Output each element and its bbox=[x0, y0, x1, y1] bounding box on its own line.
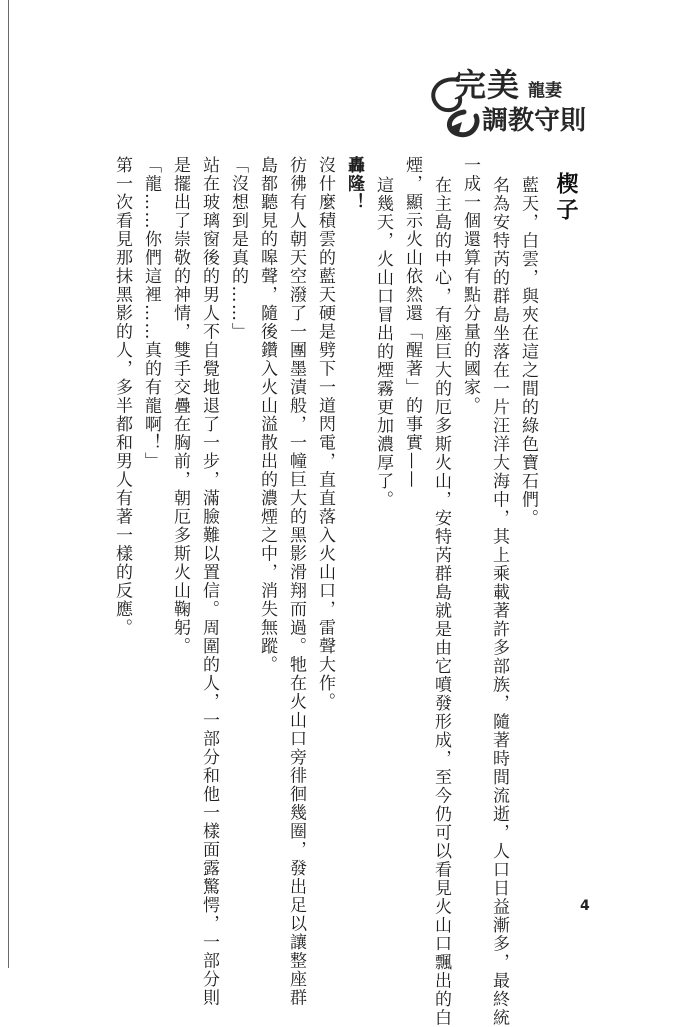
body-line: 一成一個還算有點分量的國家。 bbox=[460, 156, 480, 415]
title-sub: 調教守則 bbox=[482, 106, 587, 136]
body-line: 「龍……你們這裡……真的有龍啊！」 bbox=[141, 156, 161, 471]
body-line: 在主島的中心，有座巨大的厄多斯火山，安特芮群島就是由它噴發形成，至今仍可以看見火山口飄出的白 bbox=[431, 176, 451, 1027]
body-line: 轟隆！ bbox=[344, 156, 364, 212]
body-line: 名為安特芮的群島坐落在一片汪洋大海中，其上乘載著許多部族，隨著時間流逝，人口日益漸多，最終統 bbox=[489, 176, 509, 1027]
body-line: 島都聽見的嗥聲，隨後鑽入火山溢散出的濃煙之中，消失無蹤。 bbox=[257, 156, 277, 674]
body-line: 第一次看見那抹黑影的人，多半都和男人有著一樣的反應。 bbox=[112, 156, 132, 637]
body-line: 這幾天，火山口冒出的煙霧更加濃厚了。 bbox=[373, 176, 393, 509]
body-line: 沒什麼積雲的藍天硬是劈下一道閃電，直直落入火山口，雷聲大作。 bbox=[315, 156, 335, 711]
book-title-logo bbox=[418, 50, 608, 145]
chapter-heading: 楔子 bbox=[553, 172, 579, 224]
body-line: 彷彿有人朝天空潑了一團墨漬般，一幢巨大的黑影滑翔而過。牠在火山口旁徘徊幾圈，發出足以讓整座群 bbox=[286, 156, 306, 1007]
body-line: 「沒想到是真的……」 bbox=[228, 156, 248, 341]
page-number: 4 bbox=[580, 898, 590, 914]
page-edge-line bbox=[8, 0, 9, 968]
body-line: 藍天，白雲，與夾在這之間的綠色寶石們。 bbox=[518, 176, 538, 528]
body-line: 站在玻璃窗後的男人不自覺地退了一步，滿臉難以置信。周圍的人，一部分和他一樣面露驚愕，一部分則 bbox=[199, 156, 219, 1007]
title-small: 龍妻 bbox=[528, 81, 562, 101]
body-line: 煙，顯示火山依然還「醒著」的事實—— bbox=[402, 156, 422, 489]
title-main: 完美 bbox=[454, 66, 521, 104]
body-line: 是擺出了崇敬的神情，雙手交疊在胸前，朝厄多斯火山鞠躬。 bbox=[170, 156, 190, 656]
